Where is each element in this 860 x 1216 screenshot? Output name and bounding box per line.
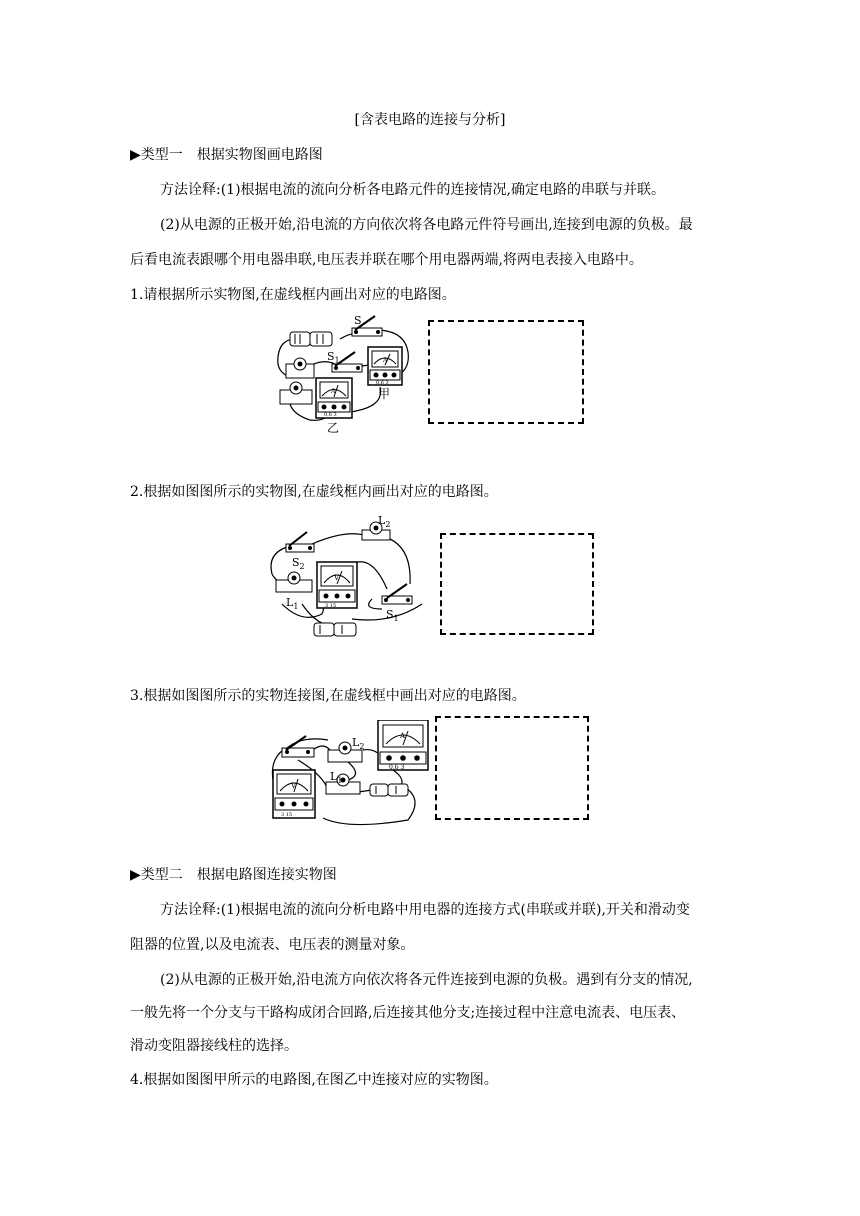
bulb-l2-label: $L_2$ — [378, 514, 391, 529]
voltmeter-icon — [317, 562, 357, 608]
answer-box-1[interactable] — [428, 320, 584, 424]
question-2-circuit-figure — [262, 514, 434, 642]
section1-method-line3: 后看电流表跟哪个用电器串联,电压表并联在哪个用电器两端,将两电表接入电路中。 — [130, 252, 643, 268]
section1-heading: ▶类型一 根据实物图画电路图 — [130, 147, 323, 163]
ammeter-icon — [378, 720, 428, 770]
ammeter-yi-letter: A — [331, 388, 336, 395]
switch-s1-label: $S_1$ — [386, 608, 399, 623]
ammeter-jia-letter: A — [383, 357, 388, 364]
answer-box-2[interactable] — [440, 533, 594, 635]
question-3-text: 3.根据如图图所示的实物连接图,在虚线框中画出对应的电路图。 — [130, 688, 526, 704]
voltmeter-scale: 3 15 — [281, 812, 293, 818]
ammeter-letter: A — [400, 732, 406, 740]
switch-s2-label: $S_2$ — [292, 556, 305, 571]
question-2-text: 2.根据如图图所示的实物图,在虚线框内画出对应的电路图。 — [130, 484, 498, 500]
section2-method-line2: 阻器的位置,以及电流表、电压表的测量对象。 — [130, 937, 415, 953]
section2-method-line5: 滑动变阻器接线柱的选择。 — [130, 1038, 298, 1054]
switch-s-label: S — [354, 314, 362, 327]
section2-method-line3: (2)从电源的正极开始,沿电流方向依次将各元件连接到电源的负极。遇到有分支的情况, — [160, 972, 693, 988]
section2-method-line4: 一般先将一个分支与干路构成闭合回路,后连接其他分支;连接过程中注意电流表、电压表、 — [130, 1005, 686, 1021]
ammeter-yi-scale: 0.6 3 — [324, 412, 337, 418]
battery-icon — [290, 332, 332, 346]
ammeter-jia-scale: 0.6 3 — [376, 380, 389, 386]
question-1-circuit-figure — [270, 312, 415, 434]
answer-box-3[interactable] — [435, 716, 589, 820]
voltmeter-scale: 3 15 — [325, 603, 337, 609]
bulb-icon-2 — [280, 382, 312, 404]
section1-method-line2: (2)从电源的正极开始,沿电流的方向依次将各电路元件符号画出,连接到电源的负极。最 — [160, 217, 693, 233]
question-4-text: 4.根据如图图甲所示的电路图,在图乙中连接对应的实物图。 — [130, 1072, 498, 1088]
switch-s1-label: $S_1$ — [327, 350, 340, 365]
label-yi: 乙 — [327, 421, 340, 434]
bulb-icon-1 — [286, 358, 314, 378]
switch-s2-icon — [286, 532, 314, 552]
label-jia: 甲 — [378, 387, 391, 401]
section1-method-line1: 方法诠释:(1)根据电流的流向分析各电路元件的连接情况,确定电路的串联与并联。 — [160, 182, 665, 198]
section2-heading: ▶类型二 根据电路图连接实物图 — [130, 867, 337, 883]
voltmeter-icon — [273, 770, 315, 818]
bulb-l1-label: $L_1$ — [286, 596, 299, 611]
bulb-l2-label: $L_2$ — [352, 736, 365, 751]
ammeter-scale: 0.6 3 — [389, 764, 405, 771]
question-3-circuit-figure — [268, 720, 438, 832]
section2-method-line1: 方法诠释:(1)根据电流的流向分析电路中用电器的连接方式(串联或并联),开关和滑动变 — [160, 902, 690, 918]
bulb-l1-label: $L_1$ — [330, 770, 343, 785]
question-1-text: 1.请根据所示实物图,在虚线框内画出对应的电路图。 — [130, 287, 456, 303]
voltmeter-letter: V — [334, 574, 340, 582]
voltmeter-letter: V — [291, 782, 297, 790]
page-title: [含表电路的连接与分析] — [354, 112, 506, 128]
battery-icon — [314, 623, 356, 636]
battery-icon — [370, 784, 408, 796]
bulb-l1-icon — [276, 572, 312, 592]
